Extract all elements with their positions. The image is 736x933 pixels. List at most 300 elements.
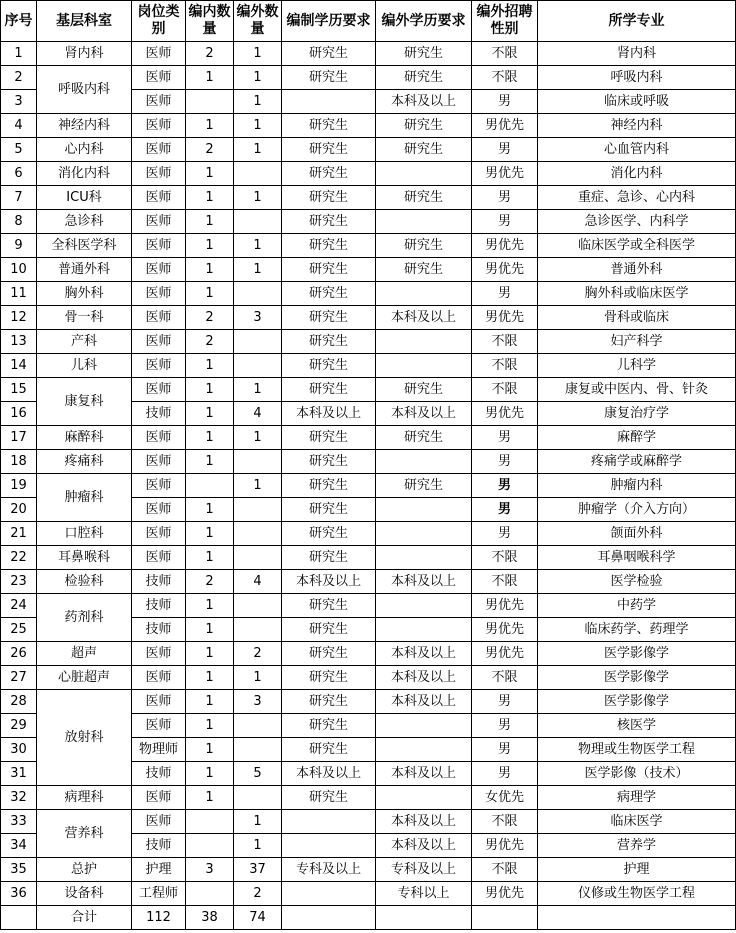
in-count-cell: 1: [186, 66, 234, 90]
row-number: 11: [1, 282, 37, 306]
row-number: 9: [1, 234, 37, 258]
post-type-cell: 医师: [132, 666, 186, 690]
out-count-cell: 1: [234, 138, 282, 162]
post-type-cell: 医师: [132, 306, 186, 330]
gender-cell: 不限: [472, 858, 538, 882]
in-count-cell: 1: [186, 498, 234, 522]
post-type-cell: 医师: [132, 210, 186, 234]
in-count-cell: 1: [186, 594, 234, 618]
row-number: 14: [1, 354, 37, 378]
total-type-sum: 112: [132, 906, 186, 930]
row-number: 8: [1, 210, 37, 234]
table-row: [1, 474, 736, 498]
post-type-cell: 技师: [132, 594, 186, 618]
gender-cell: 男: [472, 210, 538, 234]
gender-cell: 不限: [472, 42, 538, 66]
major-cell: 普通外科: [538, 258, 736, 282]
edu-in-cell: 研究生: [282, 618, 376, 642]
edu-in-cell: 研究生: [282, 354, 376, 378]
edu-in-cell: [282, 810, 376, 834]
dept-cell: 麻醉科: [37, 426, 132, 450]
out-count-cell: [234, 498, 282, 522]
col-header-out-count: 编外数量: [234, 1, 282, 42]
edu-in-cell: 研究生: [282, 114, 376, 138]
gender-cell: 不限: [472, 546, 538, 570]
gender-cell: 男: [472, 282, 538, 306]
edu-in-cell: [282, 882, 376, 906]
dept-cell: 心内科: [37, 138, 132, 162]
post-type-cell: 技师: [132, 570, 186, 594]
edu-out-cell: 本科及以上: [376, 834, 472, 858]
edu-in-cell: 研究生: [282, 66, 376, 90]
in-count-cell: 1: [186, 162, 234, 186]
post-type-cell: 医师: [132, 546, 186, 570]
table-row: [1, 330, 736, 354]
out-count-cell: [234, 330, 282, 354]
edu-out-cell: 研究生: [376, 66, 472, 90]
row-number: 31: [1, 762, 37, 786]
out-count-cell: 1: [234, 42, 282, 66]
major-cell: 临床药学、药理学: [538, 618, 736, 642]
row-number: 29: [1, 714, 37, 738]
in-count-cell: [186, 834, 234, 858]
gender-cell: 男: [472, 474, 538, 498]
total-blank-cell: [1, 906, 37, 930]
in-count-cell: 2: [186, 330, 234, 354]
gender-cell: 男优先: [472, 402, 538, 426]
edu-out-cell: [376, 786, 472, 810]
edu-out-cell: [376, 330, 472, 354]
edu-in-cell: 研究生: [282, 738, 376, 762]
major-cell: 消化内科: [538, 162, 736, 186]
dept-cell: 放射科: [37, 690, 132, 786]
gender-cell: 男优先: [472, 114, 538, 138]
col-header-no: 序号: [1, 1, 37, 42]
table-row: [1, 306, 736, 330]
out-count-cell: 1: [234, 666, 282, 690]
out-count-cell: 1: [234, 90, 282, 114]
dept-cell: 全科医学科: [37, 234, 132, 258]
dept-cell: ICU科: [37, 186, 132, 210]
post-type-cell: 医师: [132, 474, 186, 498]
out-count-cell: [234, 282, 282, 306]
post-type-cell: 医师: [132, 258, 186, 282]
col-header-edu-out: 编外学历要求: [376, 1, 472, 42]
post-type-cell: 医师: [132, 426, 186, 450]
total-in-sum: 38: [186, 906, 234, 930]
major-cell: 护理: [538, 858, 736, 882]
table-row: [1, 594, 736, 618]
out-count-cell: 5: [234, 762, 282, 786]
major-cell: 心血管内科: [538, 138, 736, 162]
edu-in-cell: 研究生: [282, 522, 376, 546]
table-row: [1, 882, 736, 906]
edu-out-cell: 研究生: [376, 234, 472, 258]
out-count-cell: 1: [234, 258, 282, 282]
out-count-cell: [234, 594, 282, 618]
in-count-cell: 1: [186, 690, 234, 714]
edu-out-cell: 研究生: [376, 186, 472, 210]
gender-cell: 男: [472, 138, 538, 162]
edu-in-cell: [282, 834, 376, 858]
header-row: [1, 1, 736, 42]
out-count-cell: [234, 162, 282, 186]
edu-out-cell: [376, 498, 472, 522]
row-number: 32: [1, 786, 37, 810]
gender-cell: 男优先: [472, 306, 538, 330]
post-type-cell: 医师: [132, 690, 186, 714]
out-count-cell: [234, 786, 282, 810]
row-number: 13: [1, 330, 37, 354]
total-blank-cell: [472, 906, 538, 930]
table-row: [1, 42, 736, 66]
row-number: 24: [1, 594, 37, 618]
in-count-cell: 1: [186, 762, 234, 786]
dept-cell: 急诊科: [37, 210, 132, 234]
row-number: 16: [1, 402, 37, 426]
major-cell: 营养学: [538, 834, 736, 858]
row-number: 4: [1, 114, 37, 138]
row-number: 1: [1, 42, 37, 66]
table-row: [1, 138, 736, 162]
table-row: [1, 690, 736, 714]
gender-cell: 男优先: [472, 234, 538, 258]
edu-in-cell: 研究生: [282, 594, 376, 618]
table-row: [1, 210, 736, 234]
table-row: [1, 354, 736, 378]
table-row: [1, 642, 736, 666]
major-cell: 肿瘤学（介入方向）: [538, 498, 736, 522]
post-type-cell: 护理: [132, 858, 186, 882]
edu-out-cell: 本科及以上: [376, 642, 472, 666]
dept-cell: 儿科: [37, 354, 132, 378]
out-count-cell: 2: [234, 882, 282, 906]
edu-in-cell: 研究生: [282, 306, 376, 330]
out-count-cell: 1: [234, 186, 282, 210]
post-type-cell: 医师: [132, 114, 186, 138]
edu-out-cell: [376, 162, 472, 186]
post-type-cell: 医师: [132, 138, 186, 162]
table-row: [1, 450, 736, 474]
in-count-cell: 1: [186, 354, 234, 378]
edu-out-cell: 研究生: [376, 426, 472, 450]
post-type-cell: 医师: [132, 498, 186, 522]
row-number: 18: [1, 450, 37, 474]
in-count-cell: 2: [186, 306, 234, 330]
row-number: 21: [1, 522, 37, 546]
post-type-cell: 医师: [132, 786, 186, 810]
dept-cell: 超声: [37, 642, 132, 666]
major-cell: 临床或呼吸: [538, 90, 736, 114]
major-cell: 骨科或临床: [538, 306, 736, 330]
in-count-cell: 3: [186, 858, 234, 882]
post-type-cell: 医师: [132, 282, 186, 306]
major-cell: 呼吸内科: [538, 66, 736, 90]
col-header-in-count: 编内数量: [186, 1, 234, 42]
in-count-cell: 1: [186, 378, 234, 402]
gender-cell: 男: [472, 450, 538, 474]
post-type-cell: 技师: [132, 834, 186, 858]
out-count-cell: [234, 618, 282, 642]
out-count-cell: 1: [234, 234, 282, 258]
edu-out-cell: [376, 282, 472, 306]
in-count-cell: 1: [186, 114, 234, 138]
in-count-cell: 2: [186, 138, 234, 162]
gender-cell: 男: [472, 90, 538, 114]
out-count-cell: 1: [234, 66, 282, 90]
out-count-cell: 37: [234, 858, 282, 882]
table-row: [1, 666, 736, 690]
major-cell: 康复治疗学: [538, 402, 736, 426]
row-number: 6: [1, 162, 37, 186]
in-count-cell: [186, 882, 234, 906]
total-label: 合计: [37, 906, 132, 930]
in-count-cell: [186, 474, 234, 498]
total-blank-cell: [538, 906, 736, 930]
major-cell: 颌面外科: [538, 522, 736, 546]
major-cell: 儿科学: [538, 354, 736, 378]
post-type-cell: 医师: [132, 522, 186, 546]
gender-cell: 不限: [472, 570, 538, 594]
total-out-sum: 74: [234, 906, 282, 930]
post-type-cell: 医师: [132, 642, 186, 666]
major-cell: 耳鼻咽喉科学: [538, 546, 736, 570]
dept-cell: 胸外科: [37, 282, 132, 306]
edu-out-cell: [376, 522, 472, 546]
dept-cell: 检验科: [37, 570, 132, 594]
out-count-cell: [234, 450, 282, 474]
out-count-cell: [234, 546, 282, 570]
edu-out-cell: 本科及以上: [376, 90, 472, 114]
table-row: [1, 234, 736, 258]
edu-in-cell: 研究生: [282, 186, 376, 210]
row-number: 25: [1, 618, 37, 642]
row-number: 36: [1, 882, 37, 906]
post-type-cell: 物理师: [132, 738, 186, 762]
edu-in-cell: 研究生: [282, 330, 376, 354]
major-cell: 医学影像学: [538, 642, 736, 666]
major-cell: 重症、急诊、心内科: [538, 186, 736, 210]
major-cell: 医学影像学: [538, 666, 736, 690]
in-count-cell: 1: [186, 234, 234, 258]
table-row: [1, 258, 736, 282]
out-count-cell: 1: [234, 426, 282, 450]
in-count-cell: 1: [186, 738, 234, 762]
col-header-edu-in: 编制学历要求: [282, 1, 376, 42]
dept-cell: 疼痛科: [37, 450, 132, 474]
row-number: 22: [1, 546, 37, 570]
edu-out-cell: [376, 618, 472, 642]
total-blank-cell: [282, 906, 376, 930]
in-count-cell: 1: [186, 186, 234, 210]
row-number: 33: [1, 810, 37, 834]
out-count-cell: 3: [234, 690, 282, 714]
col-header-dept: 基层科室: [37, 1, 132, 42]
row-number: 15: [1, 378, 37, 402]
edu-out-cell: 研究生: [376, 474, 472, 498]
edu-out-cell: 本科及以上: [376, 666, 472, 690]
edu-in-cell: 研究生: [282, 546, 376, 570]
gender-cell: 男: [472, 522, 538, 546]
post-type-cell: 技师: [132, 618, 186, 642]
dept-cell: 肾内科: [37, 42, 132, 66]
edu-in-cell: 专科及以上: [282, 858, 376, 882]
gender-cell: 男优先: [472, 642, 538, 666]
edu-in-cell: 研究生: [282, 714, 376, 738]
gender-cell: 男: [472, 738, 538, 762]
table-row: [1, 858, 736, 882]
in-count-cell: 2: [186, 570, 234, 594]
post-type-cell: 医师: [132, 330, 186, 354]
post-type-cell: 医师: [132, 378, 186, 402]
edu-in-cell: 研究生: [282, 138, 376, 162]
post-type-cell: 技师: [132, 402, 186, 426]
edu-in-cell: 研究生: [282, 234, 376, 258]
major-cell: 临床医学: [538, 810, 736, 834]
out-count-cell: [234, 714, 282, 738]
post-type-cell: 医师: [132, 810, 186, 834]
in-count-cell: 1: [186, 642, 234, 666]
out-count-cell: [234, 522, 282, 546]
out-count-cell: 1: [234, 378, 282, 402]
out-count-cell: 2: [234, 642, 282, 666]
edu-in-cell: [282, 90, 376, 114]
gender-cell: 男优先: [472, 618, 538, 642]
edu-out-cell: [376, 450, 472, 474]
total-blank-cell: [376, 906, 472, 930]
gender-cell: 不限: [472, 354, 538, 378]
in-count-cell: 1: [186, 402, 234, 426]
post-type-cell: 医师: [132, 162, 186, 186]
out-count-cell: 4: [234, 570, 282, 594]
table-row: [1, 810, 736, 834]
out-count-cell: 1: [234, 114, 282, 138]
gender-cell: 男: [472, 714, 538, 738]
edu-out-cell: 研究生: [376, 378, 472, 402]
table-row: [1, 66, 736, 90]
table-row: [1, 378, 736, 402]
edu-out-cell: [376, 594, 472, 618]
table-row: [1, 114, 736, 138]
gender-cell: 不限: [472, 66, 538, 90]
table-body: [1, 42, 736, 930]
edu-out-cell: 研究生: [376, 138, 472, 162]
gender-cell: 男优先: [472, 594, 538, 618]
dept-cell: 病理科: [37, 786, 132, 810]
edu-in-cell: 研究生: [282, 666, 376, 690]
edu-out-cell: [376, 210, 472, 234]
out-count-cell: [234, 354, 282, 378]
edu-in-cell: 研究生: [282, 426, 376, 450]
edu-in-cell: 研究生: [282, 162, 376, 186]
major-cell: 医学影像学: [538, 690, 736, 714]
major-cell: 麻醉学: [538, 426, 736, 450]
in-count-cell: 1: [186, 450, 234, 474]
edu-out-cell: 本科及以上: [376, 762, 472, 786]
row-number: 7: [1, 186, 37, 210]
out-count-cell: [234, 738, 282, 762]
edu-in-cell: 研究生: [282, 258, 376, 282]
out-count-cell: 3: [234, 306, 282, 330]
row-number: 26: [1, 642, 37, 666]
edu-out-cell: 专科及以上: [376, 858, 472, 882]
row-number: 27: [1, 666, 37, 690]
table-row: [1, 570, 736, 594]
edu-in-cell: 研究生: [282, 378, 376, 402]
row-number: 3: [1, 90, 37, 114]
post-type-cell: 工程师: [132, 882, 186, 906]
table-row: [1, 786, 736, 810]
major-cell: 神经内科: [538, 114, 736, 138]
edu-in-cell: 本科及以上: [282, 762, 376, 786]
edu-out-cell: 本科及以上: [376, 690, 472, 714]
in-count-cell: 1: [186, 666, 234, 690]
in-count-cell: 1: [186, 282, 234, 306]
table-row: [1, 186, 736, 210]
post-type-cell: 医师: [132, 186, 186, 210]
post-type-cell: 医师: [132, 90, 186, 114]
out-count-cell: 1: [234, 834, 282, 858]
total-row: [1, 906, 736, 930]
post-type-cell: 医师: [132, 234, 186, 258]
edu-in-cell: 研究生: [282, 474, 376, 498]
in-count-cell: 1: [186, 618, 234, 642]
in-count-cell: 2: [186, 42, 234, 66]
row-number: 10: [1, 258, 37, 282]
row-number: 20: [1, 498, 37, 522]
edu-out-cell: 本科及以上: [376, 810, 472, 834]
major-cell: 肿瘤内科: [538, 474, 736, 498]
row-number: 2: [1, 66, 37, 90]
dept-cell: 设备科: [37, 882, 132, 906]
dept-cell: 肿瘤科: [37, 474, 132, 522]
gender-cell: 男优先: [472, 882, 538, 906]
gender-cell: 男: [472, 762, 538, 786]
in-count-cell: 1: [186, 258, 234, 282]
post-type-cell: 医师: [132, 354, 186, 378]
in-count-cell: [186, 90, 234, 114]
row-number: 12: [1, 306, 37, 330]
out-count-cell: 1: [234, 810, 282, 834]
gender-cell: 不限: [472, 810, 538, 834]
in-count-cell: 1: [186, 426, 234, 450]
major-cell: 病理学: [538, 786, 736, 810]
major-cell: 妇产科学: [538, 330, 736, 354]
dept-cell: 康复科: [37, 378, 132, 426]
table-row: [1, 282, 736, 306]
major-cell: 物理或生物医学工程: [538, 738, 736, 762]
col-header-major: 所学专业: [538, 1, 736, 42]
edu-in-cell: 研究生: [282, 498, 376, 522]
edu-in-cell: 研究生: [282, 786, 376, 810]
gender-cell: 男优先: [472, 162, 538, 186]
major-cell: 医学影像（技术）: [538, 762, 736, 786]
row-number: 28: [1, 690, 37, 714]
row-number: 30: [1, 738, 37, 762]
gender-cell: 男优先: [472, 258, 538, 282]
gender-cell: 不限: [472, 330, 538, 354]
edu-out-cell: [376, 738, 472, 762]
major-cell: 医学检验: [538, 570, 736, 594]
edu-out-cell: 研究生: [376, 114, 472, 138]
table-row: [1, 162, 736, 186]
major-cell: 急诊医学、内科学: [538, 210, 736, 234]
gender-cell: 男: [472, 690, 538, 714]
col-header-gender: 编外招聘性别: [472, 1, 538, 42]
major-cell: 疼痛学或麻醉学: [538, 450, 736, 474]
table-row: [1, 546, 736, 570]
edu-in-cell: 研究生: [282, 450, 376, 474]
